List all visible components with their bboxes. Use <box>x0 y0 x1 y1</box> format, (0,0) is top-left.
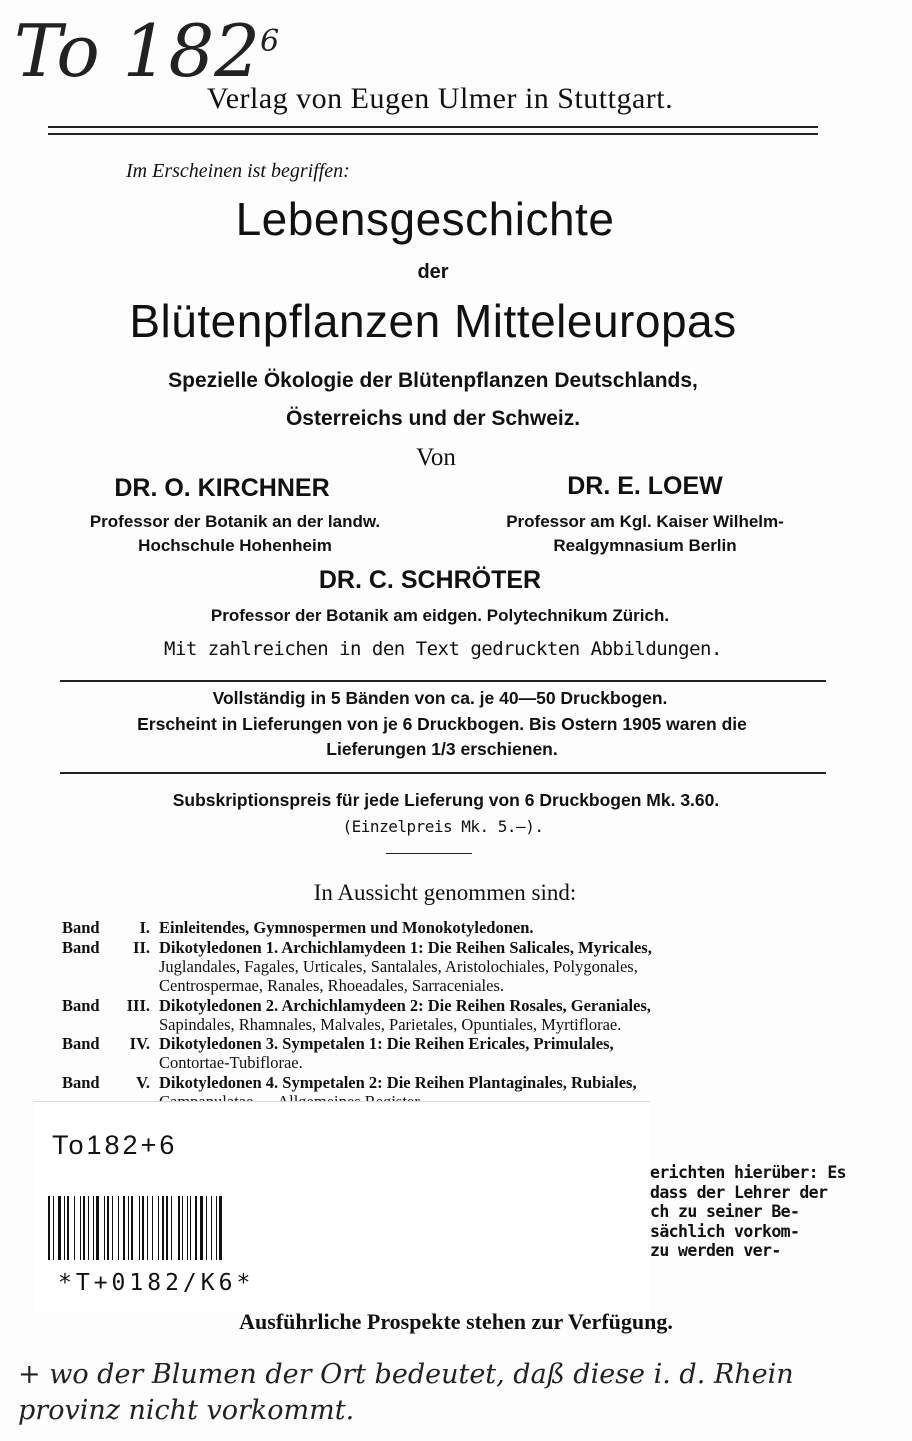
handwritten-footer-note: + wo der Blumen der Ort bedeutet, daß diese i. d. Rhein provinz nicht vorkommt. <box>18 1359 794 1426</box>
barcode-bar <box>216 1196 217 1260</box>
barcode-bar <box>74 1196 75 1260</box>
band-text-line: Contortae-Tubiflorae. <box>159 1053 303 1072</box>
label-shelfmark: To182+6 <box>52 1130 178 1160</box>
barcode-bar <box>187 1196 188 1260</box>
library-label <box>34 1101 650 1312</box>
fragment-line: erichten hierüber: Es <box>650 1163 847 1182</box>
band-text <box>159 938 835 995</box>
barcode-bar <box>64 1196 65 1260</box>
publisher-line: Verlag von Eugen Ulmer in Stuttgart. <box>206 82 674 115</box>
barcode-bar <box>219 1196 222 1260</box>
barcode-bar <box>48 1196 50 1260</box>
band-number: II. <box>133 938 150 957</box>
author-name-loew: DR. E. LOEW <box>567 472 723 500</box>
barcode-bar <box>162 1196 164 1260</box>
outlook-heading: In Aussicht genommen sind: <box>313 880 577 905</box>
barcode-bar <box>211 1196 212 1260</box>
fragment-line: zu werden ver- <box>650 1241 781 1260</box>
band-label: Band <box>62 1073 100 1092</box>
price-line-1: Subskriptionspreis für jede Lieferung von 6 Druckbogen Mk. 3.60. <box>172 790 720 810</box>
barcode-bar <box>104 1196 105 1260</box>
barcode-bar <box>53 1196 54 1260</box>
subtitle-line-2: Österreichs und der Schweiz. <box>285 407 581 430</box>
prospectus-line: Ausführliche Prospekte stehen zur Verfügung. <box>239 1309 673 1334</box>
handwritten-shelfmark-text: To 182 <box>14 9 261 93</box>
band-text-line: Juglandales, Fagales, Urticales, Santalales, Aristolochiales, Polygonales, <box>159 957 638 976</box>
band-text <box>159 918 835 937</box>
barcode-bar <box>190 1196 191 1260</box>
band-number: IV. <box>129 1034 150 1053</box>
barcode-bar <box>152 1196 153 1260</box>
author-name-kirchner: DR. O. KIRCHNER <box>114 474 330 502</box>
barcode-bar <box>139 1196 140 1260</box>
barcode-bar <box>80 1196 81 1260</box>
band-text <box>159 996 835 1034</box>
barcode-text: *T+0182/K6* <box>58 1270 255 1296</box>
barcode-bar <box>195 1196 197 1260</box>
rule-before-volumes <box>60 680 826 682</box>
price-line-2: (Einzelpreis Mk. 5.—). <box>342 817 544 836</box>
barcode-bar <box>118 1196 119 1260</box>
barcode-bar <box>206 1196 207 1260</box>
author-affil-schroeter: Professor der Botanik am eidgen. Polytechnikum Zürich. <box>210 606 670 625</box>
band-label: Band <box>62 1034 100 1053</box>
title-line-3: Blütenpflanzen Mitteleuropas <box>129 295 737 347</box>
band-text-line: Dikotyledonen 2. Archichlamydeen 2: Die Reihen Rosales, Geraniales, <box>159 996 651 1015</box>
band-text-line: Sapindales, Rhamnales, Malvales, Parietales, Opuntiales, Myrtiflorae. <box>159 1015 622 1034</box>
barcode <box>48 1196 310 1260</box>
band-label: Band <box>62 996 100 1015</box>
barcode-bar <box>171 1196 172 1260</box>
volumes-line-3: Lieferungen 1/3 erschienen. <box>326 739 558 759</box>
barcode-bar <box>158 1196 159 1260</box>
band-text-line: Dikotyledonen 1. Archichlamydeen 1: Die Reihen Salicales, Myricales, <box>159 938 652 957</box>
barcode-bar <box>58 1196 61 1260</box>
band-number: III. <box>126 996 150 1015</box>
barcode-bar <box>166 1196 168 1260</box>
author-affil-loew-2: Realgymnasium Berlin <box>553 536 737 555</box>
rule-after-volumes <box>60 772 826 774</box>
author-affil-kirchner-1: Professor der Botanik an der landw. <box>89 512 381 531</box>
band-text-line: Einleitendes, Gymnospermen und Monokotyledonen. <box>159 918 534 937</box>
barcode-bar <box>88 1196 89 1260</box>
barcode-bar <box>147 1196 148 1260</box>
band-text-line: Dikotyledonen 4. Sympetalen 2: Die Reihen Plantaginales, Rubiales, <box>159 1073 637 1092</box>
barcode-bar <box>112 1196 113 1260</box>
barcode-bar <box>200 1196 203 1260</box>
header-rule-bottom <box>48 133 818 135</box>
barcode-bar <box>142 1196 144 1260</box>
header-rule-top <box>48 126 818 128</box>
in-progress-note: Im Erscheinen ist begriffen: <box>126 160 350 182</box>
barcode-bar <box>107 1196 109 1260</box>
barcode-bar <box>83 1196 85 1260</box>
illustrations-note: Mit zahlreichen in den Text gedruckten Abbildungen. <box>164 638 722 660</box>
volumes-line-2: Erscheint in Lieferungen von je 6 Druckbogen. Bis Ostern 1905 waren die <box>137 714 747 734</box>
short-divider <box>386 853 472 854</box>
subtitle-line-1: Spezielle Ökologie der Blütenpflanzen Deutschlands, <box>168 369 698 392</box>
barcode-bar <box>67 1196 69 1260</box>
barcode-bar <box>182 1196 183 1260</box>
volumes-line-1: Vollständig in 5 Bänden von ca. je 40—50 Druckbogen. <box>212 688 668 708</box>
handwritten-shelfmark-sup: 6 <box>260 24 280 59</box>
fragment-line: dass der Lehrer der <box>650 1182 828 1202</box>
band-number: I. <box>139 918 150 937</box>
handwritten-shelfmark <box>14 2 279 91</box>
barcode-bar <box>96 1196 99 1260</box>
barcode-bar <box>128 1196 129 1260</box>
band-label: Band <box>62 918 100 937</box>
barcode-bar <box>131 1196 133 1260</box>
fragment-line: sächlich vorkom- <box>650 1221 800 1241</box>
title-line-1: Lebensgeschichte <box>235 193 615 245</box>
band-text-line: Centrospermae, Ranales, Rhoeadales, Sarraceniales. <box>159 976 504 995</box>
title-line-2: der <box>417 261 449 283</box>
band-text-line: Dikotyledonen 3. Sympetalen 1: Die Reihen Ericales, Primulales, <box>159 1034 614 1053</box>
von-line: Von <box>416 444 456 471</box>
barcode-bar <box>178 1196 180 1260</box>
author-name-schroeter: DR. C. SCHRÖTER <box>318 566 542 594</box>
band-text <box>159 1034 835 1072</box>
barcode-bar <box>123 1196 125 1260</box>
band-label: Band <box>62 938 100 957</box>
barcode-bar <box>93 1196 94 1260</box>
fragment-text <box>650 1163 847 1261</box>
fragment-line: ch zu seiner Be- <box>650 1202 800 1221</box>
author-affil-kirchner-2: Hochschule Hohenheim <box>138 536 332 555</box>
band-row-5 <box>62 1073 842 1101</box>
band-number: V. <box>136 1073 150 1092</box>
author-affil-loew-1: Professor am Kgl. Kaiser Wilhelm- <box>506 512 784 531</box>
